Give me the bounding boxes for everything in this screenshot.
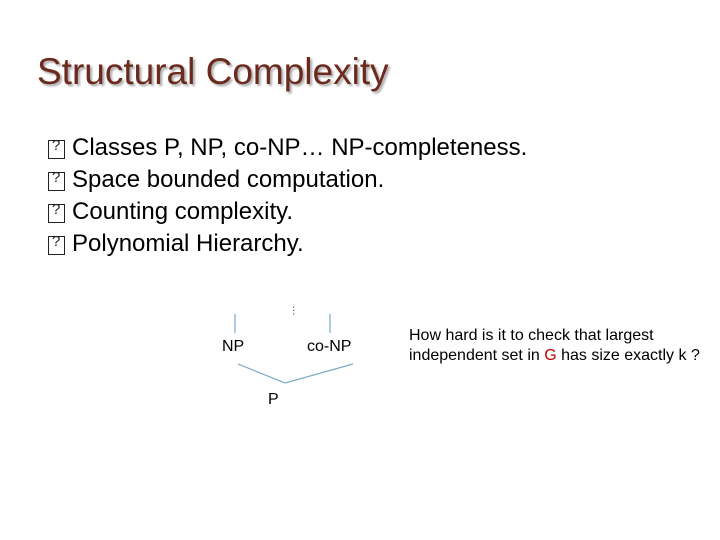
node-p: P [268,391,279,408]
bullet-text: Polynomial Hierarchy. [72,230,304,257]
vertical-ellipsis: … [290,305,302,316]
node-np: NP [222,338,245,355]
bullet-text: Space bounded computation. [72,166,385,193]
bullet-text: Counting complexity. [72,198,293,225]
bullet-text: Classes P, NP, co-NP… NP-completeness. [72,134,528,161]
question-after: has size exactly k ? [556,347,700,364]
conp-to-p-line [285,364,353,383]
node-conp: co-NP [307,338,352,355]
slide-title: Structural Complexity [37,51,389,92]
np-to-p-line [238,364,285,383]
question-text [409,326,720,366]
question-highlight: G [544,347,557,364]
question-before: How hard is it to check that largest independent set in [409,327,654,364]
